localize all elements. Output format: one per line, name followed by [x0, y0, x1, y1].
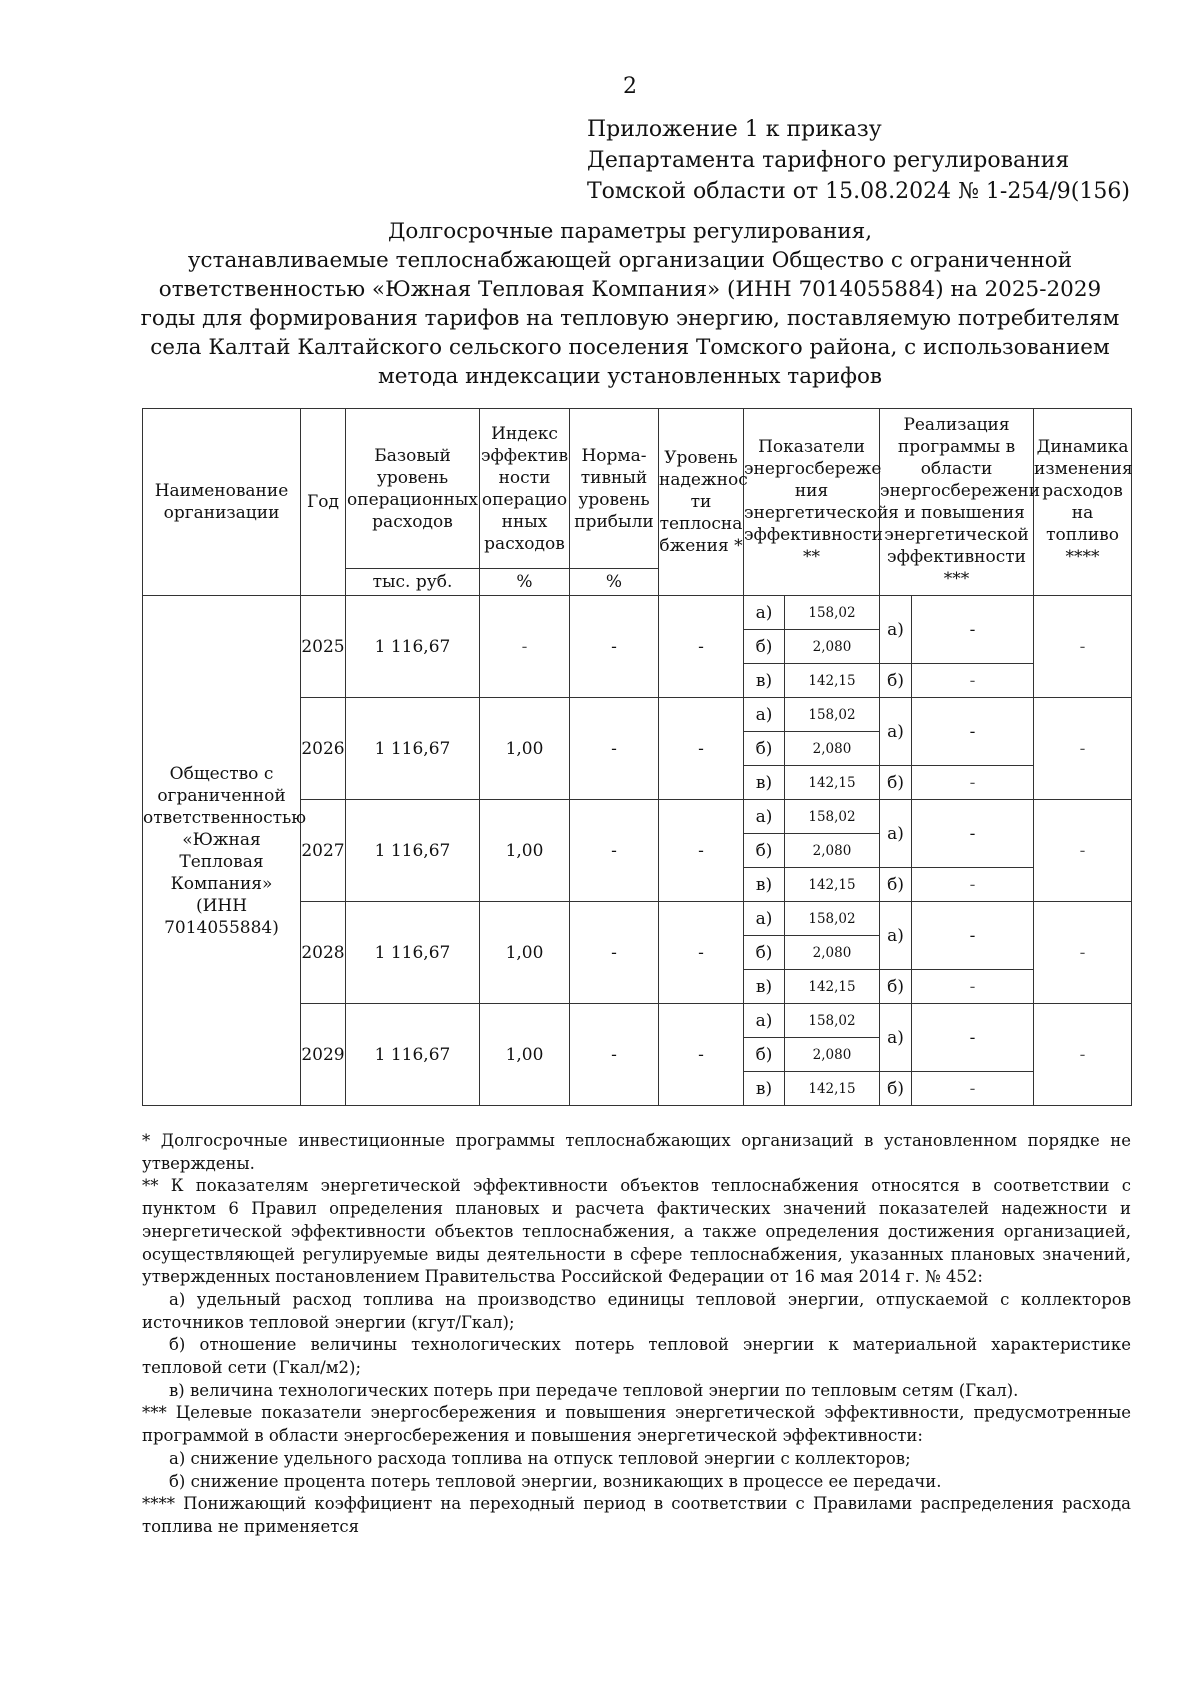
profit-cell: - [570, 1004, 659, 1106]
header-program: Реализация программы в области энергосбережени я и повышения энергетической эффективности *** [880, 409, 1034, 596]
indicator-a-label: а) [744, 698, 785, 732]
indicator-c-label: в) [744, 664, 785, 698]
index-cell: 1,00 [480, 902, 570, 1004]
unit-base: тыс. руб. [346, 569, 480, 596]
footnote-3: *** Целевые показатели энергосбережения и повышения энергетической эффективности, предусмотренные программой в области энергосбережения и повышения энергетической эффективности: [142, 1403, 1131, 1446]
index-cell: 1,00 [480, 698, 570, 800]
reliability-cell: - [659, 1004, 744, 1106]
title-line-1: Долгосрочные параметры регулирования, [387, 219, 873, 244]
footnote-1: * Долгосрочные инвестиционные программы теплоснабжающих организаций в установленном порядке не утверждены. [142, 1131, 1131, 1173]
year-cell: 2026 [301, 698, 346, 800]
unit-index: % [480, 569, 570, 596]
appendix-line-3: Томской области от 15.08.2024 № 1-254/9(156) [587, 179, 1130, 204]
indicator-c-label: в) [744, 970, 785, 1004]
program-b-label: б) [880, 1072, 912, 1106]
program-a-label: а) [880, 596, 912, 664]
header-fuel: Динамика изменения расходов на топливо **** [1034, 409, 1132, 596]
table-body [143, 596, 1132, 1106]
header-base: Базовый уровень операционных расходов [346, 409, 480, 569]
year-cell: 2028 [301, 902, 346, 1004]
appendix-block [587, 114, 1130, 207]
reliability-cell: - [659, 698, 744, 800]
indicator-a-label: а) [744, 800, 785, 834]
profit-cell: - [570, 698, 659, 800]
year-cell: 2025 [301, 596, 346, 698]
fuel-cell: - [1034, 596, 1132, 698]
program-a-label: а) [880, 698, 912, 766]
program-b-value: - [912, 1072, 1034, 1106]
program-b-label: б) [880, 664, 912, 698]
indicator-b-label: б) [744, 732, 785, 766]
profit-cell: - [570, 800, 659, 902]
index-cell: - [480, 596, 570, 698]
program-a-label: а) [880, 1004, 912, 1072]
footnote-2: ** К показателям энергетической эффективности объектов теплоснабжения относятся в соответствии с пунктом 6 Правил определения плановых и расчета фактических значений показателей надежности и энергетической эффективности объектов теплоснабжения, а также определения достижения организацией, осуществляющей регулируемые виды деятельности в сфере теплоснабжения, указанных плановых значений, утвержденных постановлением Правительства Российской Федерации от 16 мая 2014 г. № 452: [142, 1176, 1131, 1287]
indicator-b-value: 2,080 [785, 834, 880, 868]
fuel-cell: - [1034, 1004, 1132, 1106]
indicator-c-value: 142,15 [785, 868, 880, 902]
indicator-b-label: б) [744, 1038, 785, 1072]
program-a-label: а) [880, 800, 912, 868]
title-line-6: метода индексации установленных тарифов [378, 364, 882, 389]
program-a-value: - [912, 1004, 1034, 1072]
indicator-c-label: в) [744, 868, 785, 902]
base-cell: 1 116,67 [346, 698, 480, 800]
indicator-c-value: 142,15 [785, 664, 880, 698]
base-cell: 1 116,67 [346, 902, 480, 1004]
program-a-value: - [912, 596, 1034, 664]
indicator-c-label: в) [744, 1072, 785, 1106]
indicator-a-value: 158,02 [785, 698, 880, 732]
base-cell: 1 116,67 [346, 1004, 480, 1106]
indicator-b-value: 2,080 [785, 630, 880, 664]
indicator-b-label: б) [744, 936, 785, 970]
indicator-c-value: 142,15 [785, 970, 880, 1004]
fuel-cell: - [1034, 800, 1132, 902]
indicator-a-label: а) [744, 1004, 785, 1038]
base-cell: 1 116,67 [346, 800, 480, 902]
footnote-4: **** Понижающий коэффициент на переходный период в соответствии с Правилами распределения расхода топлива не применяется [142, 1494, 1131, 1536]
index-cell: 1,00 [480, 800, 570, 902]
program-a-value: - [912, 800, 1034, 868]
indicator-c-value: 142,15 [785, 766, 880, 800]
appendix-line-2: Департамента тарифного регулирования [587, 148, 1070, 173]
indicator-a-value: 158,02 [785, 596, 880, 630]
program-b-label: б) [880, 970, 912, 1004]
program-b-value: - [912, 766, 1034, 800]
indicator-c-label: в) [744, 766, 785, 800]
title-line-4: годы для формирования тарифов на тепловую энергию, поставляемую потребителям [140, 306, 1120, 331]
page-number: 2 [623, 74, 637, 99]
year-cell: 2027 [301, 800, 346, 902]
indicator-b-label: б) [744, 834, 785, 868]
header-reliability: Уровень надежнос ти теплосна бжения * [659, 409, 744, 596]
parameters-table [142, 408, 1132, 1106]
header-index: Индекс эффектив ности операцио нных расходов [480, 409, 570, 569]
footnotes [142, 1130, 1131, 1539]
title-line-2: устанавливаемые теплоснабжающей организации Общество с ограниченной [187, 248, 1073, 273]
program-a-value: - [912, 698, 1034, 766]
fuel-cell: - [1034, 698, 1132, 800]
program-a-label: а) [880, 902, 912, 970]
unit-profit: % [570, 569, 659, 596]
program-b-value: - [912, 868, 1034, 902]
reliability-cell: - [659, 596, 744, 698]
indicator-b-value: 2,080 [785, 732, 880, 766]
table-row [143, 596, 1132, 630]
indicator-a-value: 158,02 [785, 1004, 880, 1038]
profit-cell: - [570, 596, 659, 698]
profit-cell: - [570, 902, 659, 1004]
document-title [140, 217, 1120, 391]
program-b-label: б) [880, 868, 912, 902]
indicator-b-value: 2,080 [785, 936, 880, 970]
indicator-b-value: 2,080 [785, 1038, 880, 1072]
title-line-5: села Калтай Калтайского сельского поселения Томского района, с использованием [150, 335, 1110, 360]
reliability-cell: - [659, 902, 744, 1004]
header-row [143, 409, 1132, 569]
footnote-2c: в) величина технологических потерь при передаче тепловой энергии по тепловым сетям (Гкал). [169, 1380, 1019, 1400]
base-cell: 1 116,67 [346, 596, 480, 698]
footnote-3a: а) снижение удельного расхода топлива на отпуск тепловой энергии с коллекторов; [169, 1448, 911, 1468]
indicator-a-value: 158,02 [785, 800, 880, 834]
indicator-a-label: а) [744, 902, 785, 936]
org-name-cell: Общество с ограниченной ответственностью «Южная Тепловая Компания» (ИНН 7014055884) [143, 596, 301, 1106]
program-b-value: - [912, 970, 1034, 1004]
header-energy: Показатели энергосбереже ния энергетической эффективности ** [744, 409, 880, 596]
reliability-cell: - [659, 800, 744, 902]
indicator-a-value: 158,02 [785, 902, 880, 936]
program-b-label: б) [880, 766, 912, 800]
appendix-line-1: Приложение 1 к приказу [587, 117, 882, 142]
footnote-2a: а) удельный расход топлива на производство единицы тепловой энергии, отпускаемой с коллекторов источников тепловой энергии (кгут/Гкал); [142, 1289, 1131, 1332]
fuel-cell: - [1034, 902, 1132, 1004]
header-year: Год [301, 409, 346, 596]
indicator-b-label: б) [744, 630, 785, 664]
header-org: Наименование организации [143, 409, 301, 596]
title-line-3: ответственностью «Южная Тепловая Компания» (ИНН 7014055884) на 2025-2029 [158, 277, 1102, 302]
program-a-value: - [912, 902, 1034, 970]
header-profit: Норма- тивный уровень прибыли [570, 409, 659, 569]
index-cell: 1,00 [480, 1004, 570, 1106]
indicator-a-label: а) [744, 596, 785, 630]
footnote-3b: б) снижение процента потерь тепловой энергии, возникающих в процессе ее передачи. [169, 1471, 942, 1491]
year-cell: 2029 [301, 1004, 346, 1106]
indicator-c-value: 142,15 [785, 1072, 880, 1106]
program-b-value: - [912, 664, 1034, 698]
footnote-2b: б) отношение величины технологических потерь тепловой энергии к материальной характеристике тепловой сети (Гкал/м2); [142, 1335, 1131, 1378]
